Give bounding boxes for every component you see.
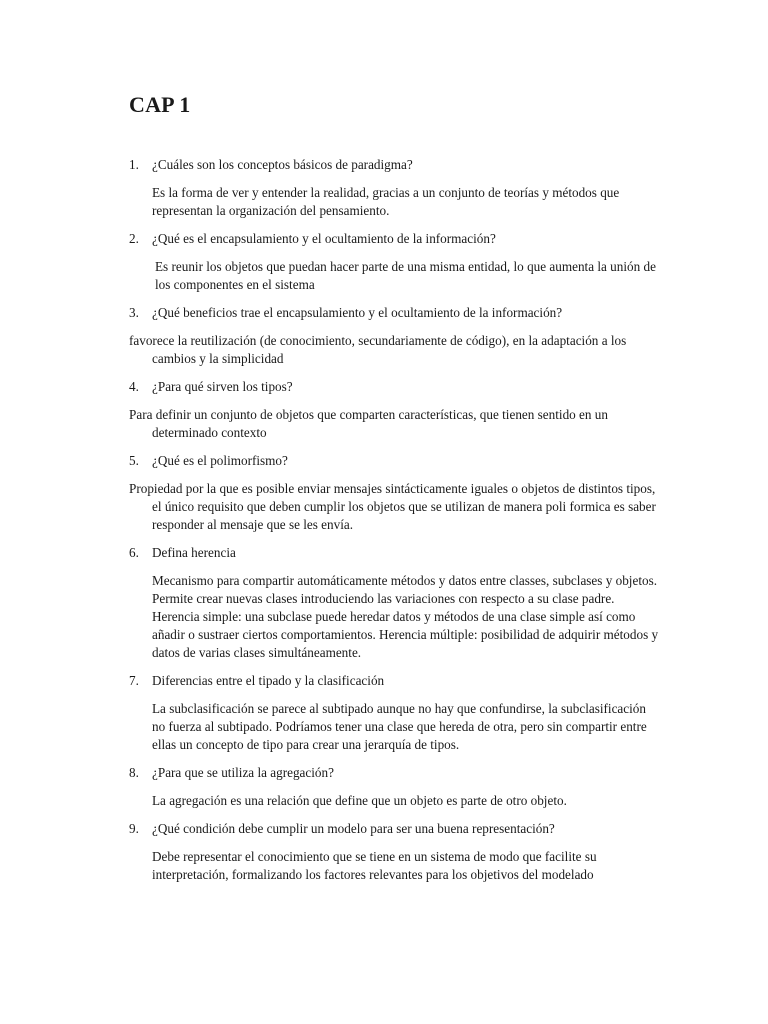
question-number: 3.: [129, 305, 139, 320]
question-number: 8.: [129, 765, 139, 780]
question-7: [129, 672, 659, 690]
question-5: [129, 452, 659, 470]
question-number: 5.: [129, 453, 139, 468]
answer-1: Es la forma de ver y entender la realidad, gracias a un conjunto de teorías y métodos que representan la organización del pensamiento.: [152, 185, 620, 218]
question-text: ¿Qué es el encapsulamiento y el ocultamiento de la información?: [152, 231, 496, 246]
question-text: ¿Cuáles son los conceptos básicos de paradigma?: [152, 157, 413, 172]
question-text: ¿Qué beneficios trae el encapsulamiento y el ocultamiento de la información?: [152, 305, 563, 320]
question-text: ¿Para qué sirven los tipos?: [152, 379, 293, 394]
question-list: [129, 156, 659, 894]
answer-2: Es reunir los objetos que puedan hacer parte de una misma entidad, lo que aumenta la unión de los componentes en el sistema: [155, 259, 656, 292]
answer-3: favorece la reutilización (de conocimiento, secundariamente de código), en la adaptación a los cambios y la simplicidad: [129, 333, 627, 366]
question-2: [129, 230, 659, 248]
question-number: 1.: [129, 157, 139, 172]
question-text: ¿Qué condición debe cumplir un modelo para ser una buena representación?: [152, 821, 555, 836]
answer-9: Debe representar el conocimiento que se tiene en un sistema de modo que facilite su interpretación, formalizando los factores relevantes para los objetivos del modelado: [152, 849, 597, 882]
answer-5: Propiedad por la que es posible enviar mensajes sintácticamente iguales o objetos de distintos tipos, el único requisito que deben cumplir los objetos que se utilizan de manera poli formica es saber responder al mensaje que se les envía.: [129, 481, 656, 532]
answer-4: Para definir un conjunto de objetos que comparten características, que tienen sentido en un determinado contexto: [129, 407, 608, 440]
question-text: Defina herencia: [152, 545, 236, 560]
question-text: Diferencias entre el tipado y la clasificación: [152, 673, 385, 688]
page-title: CAP 1: [129, 92, 191, 117]
question-number: 9.: [129, 821, 139, 836]
answer-6: Mecanismo para compartir automáticamente métodos y datos entre classes, subclases y objetos. Permite crear nuevas clases introduciendo las variaciones con respecto a su clase padre. Herencia simple: una subclase puede heredar datos y métodos de una clase simple así como añadir o sustraer ciertos comportamientos. Herencia múltiple: posibilidad de adquirir métodos y datos de varias clases simultáneamente.: [152, 573, 659, 660]
question-6: [129, 544, 659, 562]
question-text: ¿Qué es el polimorfismo?: [152, 453, 288, 468]
question-9: [129, 820, 659, 838]
answer-8: La agregación es una relación que define que un objeto es parte de otro objeto.: [152, 793, 567, 808]
question-number: 2.: [129, 231, 139, 246]
question-text: ¿Para que se utiliza la agregación?: [152, 765, 334, 780]
question-3: [129, 304, 659, 322]
question-8: [129, 764, 659, 782]
question-number: 7.: [129, 673, 139, 688]
question-number: 6.: [129, 545, 139, 560]
question-4: [129, 378, 659, 396]
question-number: 4.: [129, 379, 139, 394]
question-1: [129, 156, 659, 174]
answer-7: La subclasificación se parece al subtipado aunque no hay que confundirse, la subclasificación no fuerza al subtipado. Podríamos tener una clase que hereda de otra, pero sin compartir entre ellas un concepto de tipo para crear una jerarquía de tipos.: [152, 701, 647, 752]
